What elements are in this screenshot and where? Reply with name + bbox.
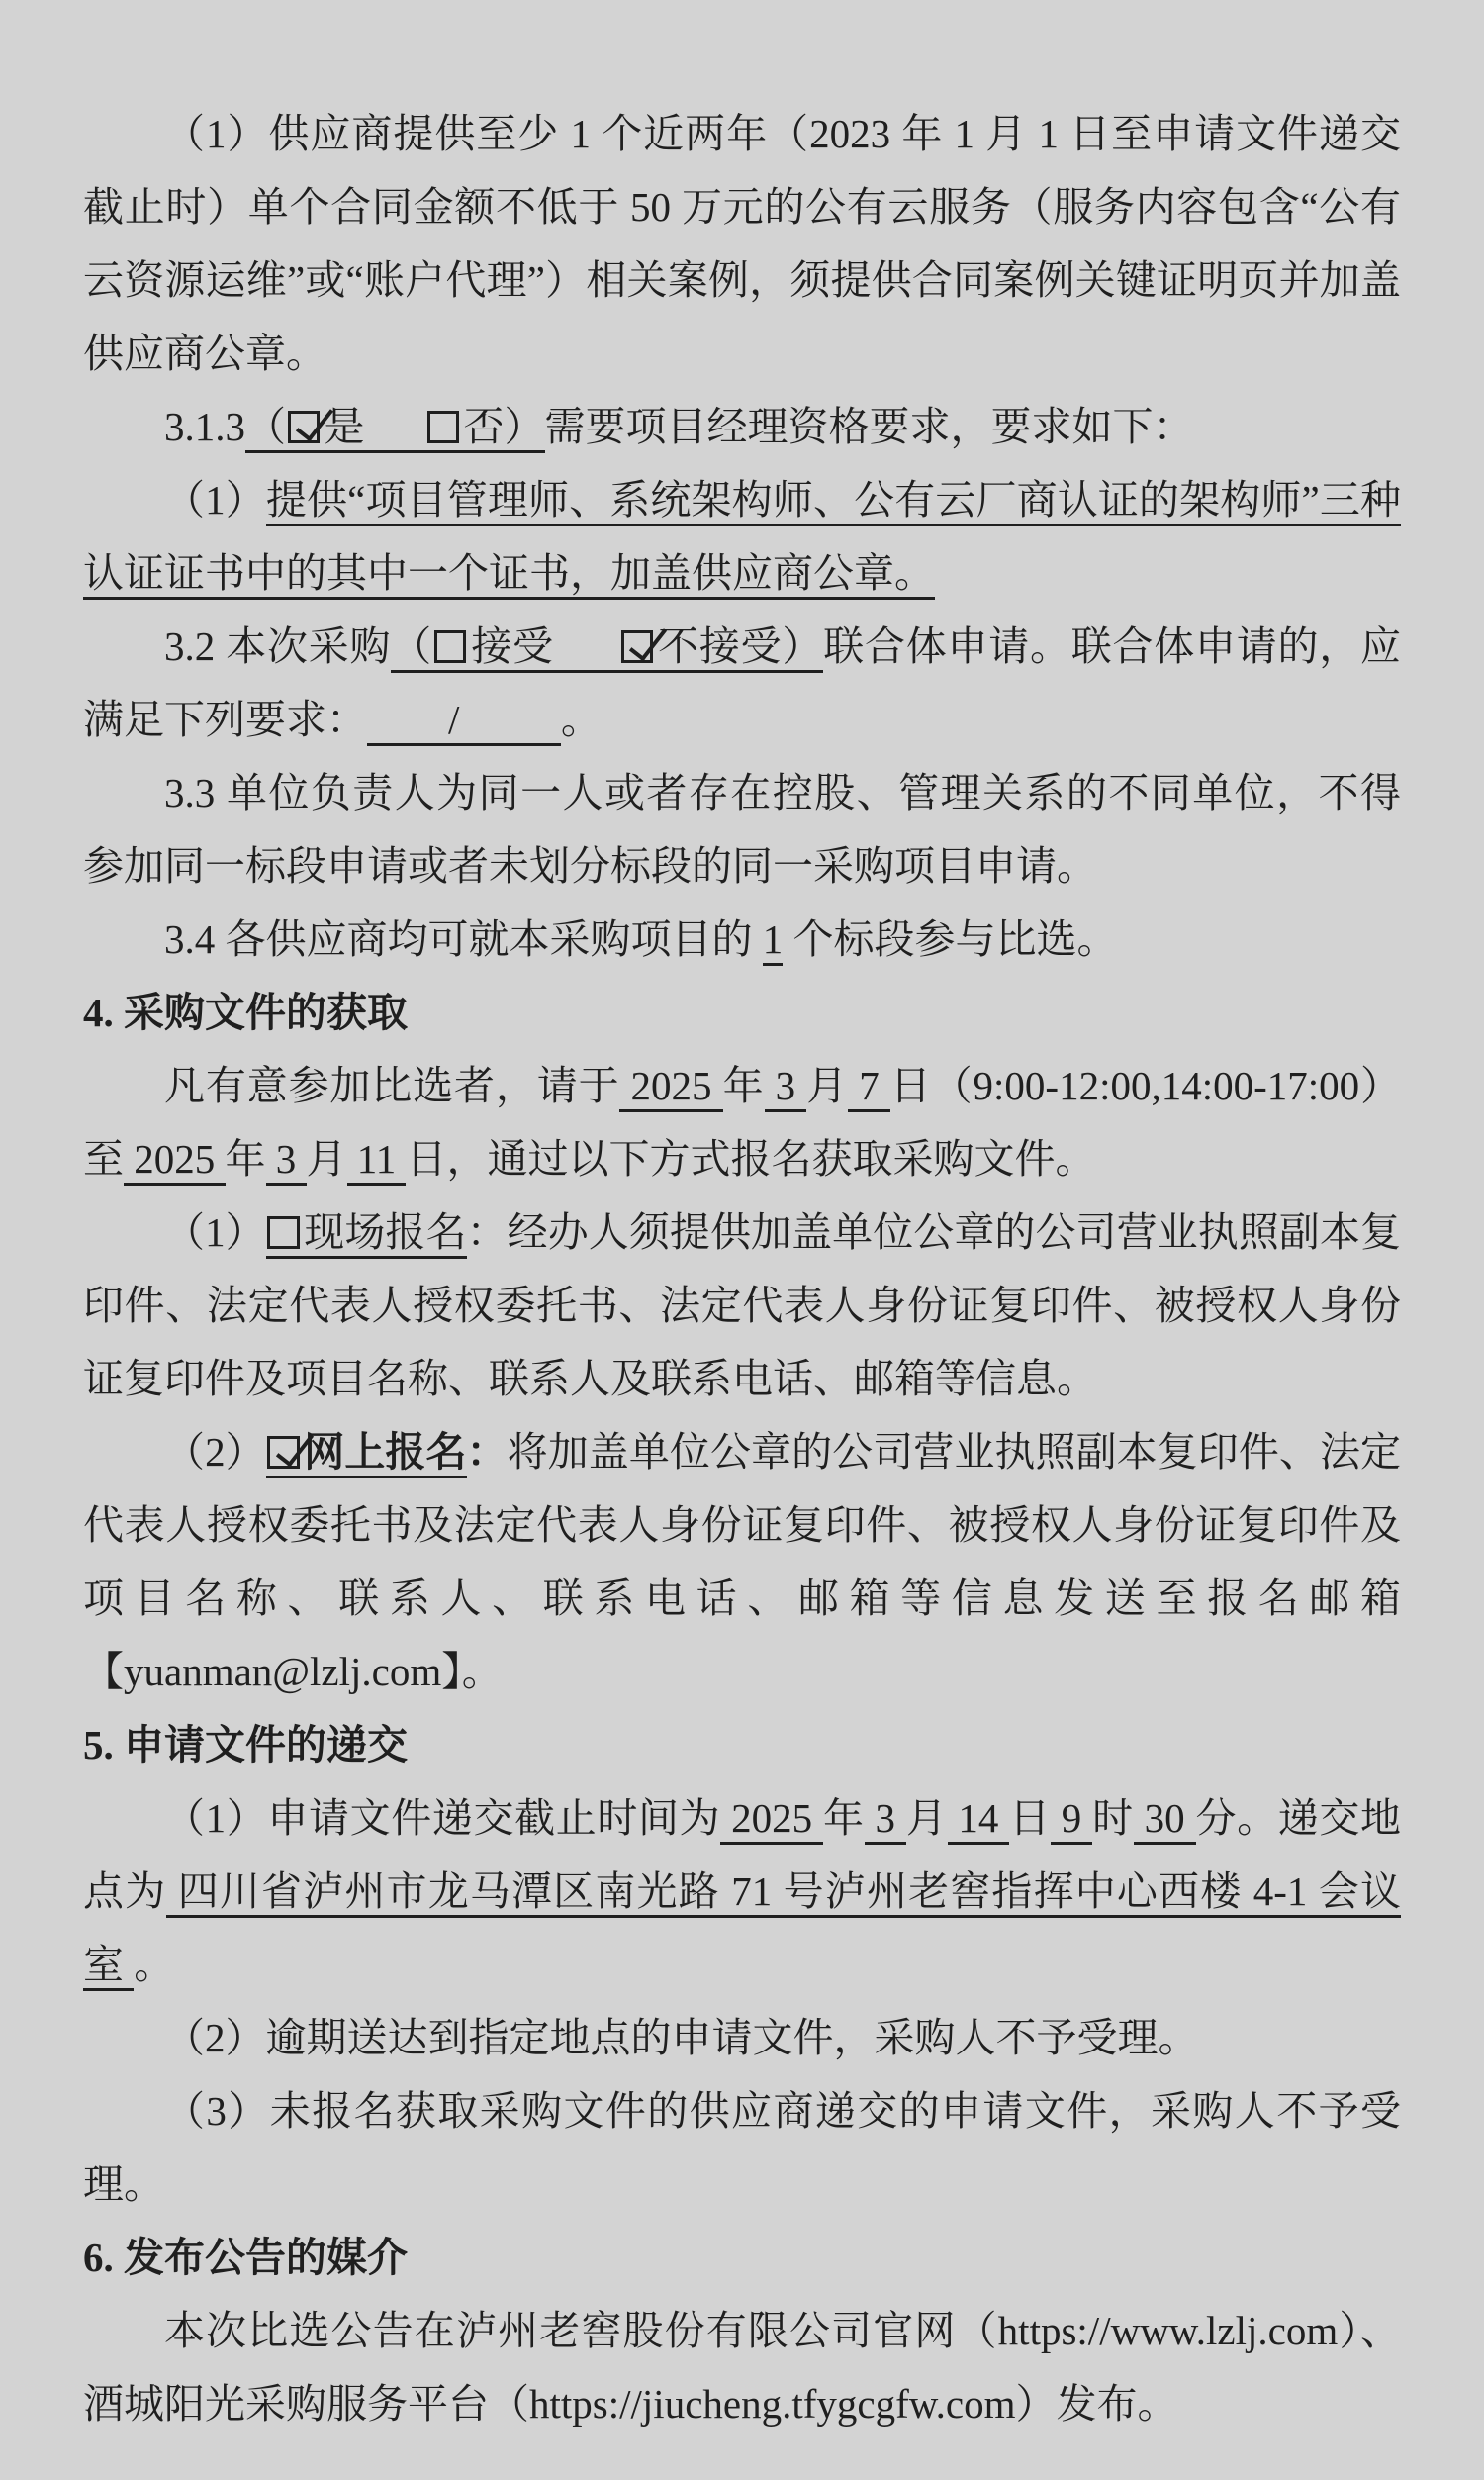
text-run: 2025 bbox=[124, 1136, 226, 1186]
paragraph bbox=[83, 2074, 1401, 2221]
paragraph bbox=[83, 1781, 1401, 2001]
text-run: （1） bbox=[164, 1209, 266, 1255]
text-run: （1）申请文件递交截止时间为 bbox=[164, 1795, 721, 1841]
text-run: 年 bbox=[722, 1063, 765, 1108]
text-run bbox=[266, 1209, 305, 1259]
text-run: 3 bbox=[865, 1795, 906, 1845]
text-run: 年 bbox=[225, 1136, 266, 1182]
text-run: （1） bbox=[164, 477, 266, 523]
text-run: 。 bbox=[134, 1942, 175, 1987]
checkbox-empty-icon bbox=[427, 411, 460, 443]
paragraph bbox=[83, 1195, 1401, 1415]
text-run: 提供“项目管理师、系统架构师、公有云厂商认证的架构师”三种认证证书中的其中一个证书，加盖供应商公章。 bbox=[83, 477, 1401, 600]
text-run: 联合体申请。联合体申请的，应满足下列要求： bbox=[83, 623, 1402, 742]
text-run: 7 bbox=[848, 1063, 890, 1112]
text-run: （ bbox=[245, 404, 286, 453]
text-run: 日，通过以下方式报名获取采购文件。 bbox=[406, 1136, 1096, 1182]
text-run: 3.3 单位负责人为同一人或者存在控股、管理关系的不同单位，不得参加同一标段申请或者未划分标段的同一采购项目申请。 bbox=[83, 770, 1401, 889]
section-heading bbox=[83, 1708, 1401, 1781]
text-run bbox=[286, 404, 325, 453]
paragraph bbox=[83, 1415, 1401, 1708]
text-run: 是 bbox=[325, 404, 426, 453]
text-run: 日 bbox=[1009, 1795, 1051, 1841]
paragraph bbox=[83, 2294, 1401, 2440]
text-run: 5. 申请文件的递交 bbox=[83, 1722, 408, 1767]
text-run: 9 bbox=[1051, 1795, 1092, 1845]
text-run: （2） bbox=[164, 1429, 266, 1475]
text-run bbox=[425, 404, 464, 453]
paragraph bbox=[83, 97, 1401, 390]
text-run: ： bbox=[466, 1429, 508, 1475]
text-run: （3）未报名获取采购文件的供应商递交的申请文件，采购人不予受理。 bbox=[83, 2088, 1401, 2207]
paragraph bbox=[83, 756, 1401, 903]
text-run: 2025 bbox=[619, 1063, 722, 1112]
text-run: 6. 发布公告的媒介 bbox=[83, 2235, 408, 2280]
text-run: 网上报名 bbox=[304, 1429, 466, 1478]
paragraph bbox=[83, 390, 1401, 463]
paragraph bbox=[83, 2001, 1401, 2074]
text-run: 3.4 各供应商均可就本采购项目的 bbox=[164, 916, 763, 962]
text-run: 个标段参与比选。 bbox=[783, 916, 1118, 962]
text-run: 现场报名 bbox=[304, 1209, 466, 1259]
section-heading bbox=[83, 976, 1401, 1049]
text-run: 14 bbox=[948, 1795, 1010, 1845]
section-heading bbox=[83, 2221, 1401, 2294]
checkbox-checked-icon bbox=[621, 630, 654, 663]
text-run: 2025 bbox=[720, 1795, 823, 1845]
text-run bbox=[432, 623, 471, 673]
checkbox-checked-icon bbox=[288, 411, 321, 443]
paragraph bbox=[83, 610, 1401, 756]
text-run: 将加盖单位公章的公司营业执照副本复印件、法定代表人授权委托书及法定代表人身份证复印件、被授权人身份证复印件及项目名称、联系人、联系电话、邮箱等信息发送至报名邮箱【yuanman@lzlj.com】。 bbox=[83, 1429, 1402, 1694]
text-run: 年 bbox=[823, 1795, 865, 1841]
text-run: 需要项目经理资格要求，要求如下： bbox=[544, 404, 1194, 449]
text-run: 四川省泸州市龙马潭区南光路 71 号泸州老窖指挥中心西楼 4-1 会议室 bbox=[83, 1868, 1401, 1991]
text-run: 3 bbox=[765, 1063, 807, 1112]
text-run bbox=[266, 1429, 305, 1478]
text-run: 日（9:00-12:00,14:00-17:00）至 bbox=[83, 1063, 1402, 1182]
text-run: 否） bbox=[464, 404, 545, 453]
text-run: 1 bbox=[763, 916, 784, 966]
checkbox-empty-icon bbox=[267, 1216, 300, 1249]
text-run: 分。递交地点为 bbox=[83, 1795, 1401, 1914]
text-run: 30 bbox=[1134, 1795, 1196, 1845]
paragraph bbox=[83, 903, 1401, 976]
text-run: 11 bbox=[347, 1136, 407, 1186]
text-run: 时 bbox=[1092, 1795, 1134, 1841]
text-run: / bbox=[367, 697, 561, 746]
text-run: 接受 bbox=[471, 623, 619, 673]
paragraph bbox=[83, 1049, 1401, 1195]
text-run: （2）逾期送达到指定地点的申请文件，采购人不予受理。 bbox=[164, 2015, 1199, 2060]
text-run: 不接受） bbox=[657, 623, 823, 673]
paragraph bbox=[83, 463, 1401, 610]
text-run: 3 bbox=[266, 1136, 307, 1186]
text-run: 月 bbox=[905, 1795, 948, 1841]
text-run: 。 bbox=[560, 697, 602, 742]
text-run: 3.1.3 bbox=[164, 404, 245, 449]
text-run: （ bbox=[391, 623, 432, 673]
text-run: 4. 采购文件的获取 bbox=[83, 990, 408, 1035]
checkbox-checked-icon bbox=[267, 1436, 300, 1469]
text-run: 凡有意参加比选者，请于 bbox=[164, 1063, 620, 1108]
text-run: （1）供应商提供至少 1 个近两年（2023 年 1 月 1 日至申请文件递交截止时）单个合同金额不低于 50 万元的公有云服务（服务内容包含“公有云资源运维”或“账户代理”）相关案例，须提供合同案例关键证明页并加盖供应商公章。 bbox=[83, 111, 1401, 376]
text-run: 月 bbox=[306, 1136, 347, 1182]
text-run: 本次比选公告在泸州老窖股份有限公司官网（https://www.lzlj.com）、酒城阳光采购服务平台（https://jiucheng.tfygcgfw.com）发布。 bbox=[83, 2308, 1401, 2427]
text-run: 月 bbox=[806, 1063, 849, 1108]
checkbox-empty-icon bbox=[434, 630, 467, 663]
text-run bbox=[619, 623, 658, 673]
text-run: 3.2 本次采购 bbox=[164, 623, 392, 669]
text-run: ：经办人须提供加盖单位公章的公司营业执照副本复印件、法定代表人授权委托书、法定代表人身份证复印件、被授权人身份证复印件及项目名称、联系人及联系电话、邮箱等信息。 bbox=[83, 1209, 1402, 1401]
